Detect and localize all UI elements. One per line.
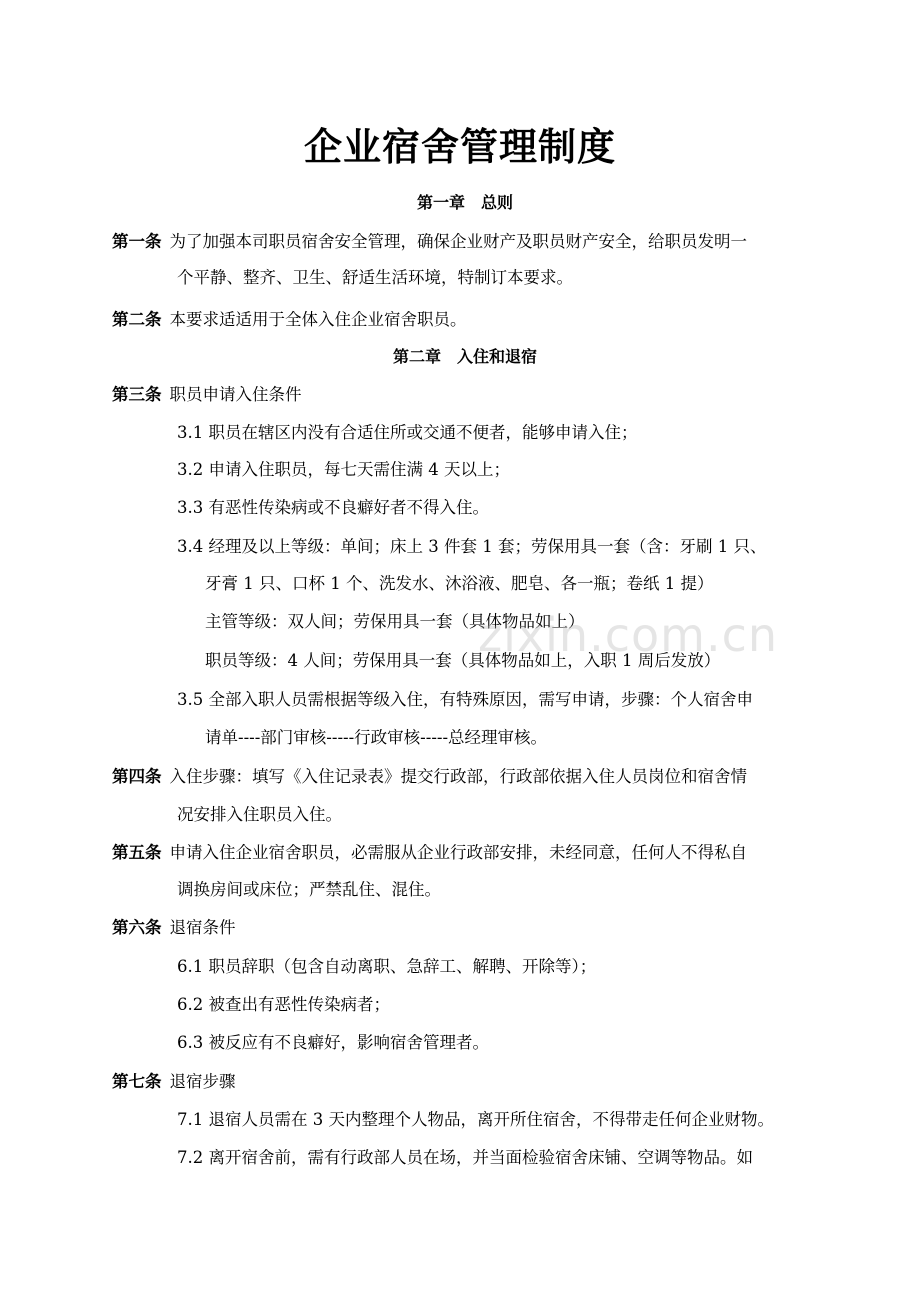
item-6-1: 6.1 职员辞职（包含自动离职、急辞工、解聘、开除等）； <box>177 957 597 976</box>
item-3-4-supervisor: 主管等级：双人间；劳保用具一套（具体物品如上） <box>205 612 585 631</box>
item-3-4-staff: 职员等级：4 人间；劳保用具一套（具体物品如上，入职 1 周后发放） <box>205 651 721 670</box>
article-label: 第二条 <box>112 310 162 329</box>
article-text: 退宿条件 <box>169 918 236 937</box>
article-label: 第五条 <box>112 843 162 862</box>
article-text: 退宿步骤 <box>169 1072 236 1091</box>
article-3 <box>112 384 302 406</box>
article-label: 第六条 <box>112 918 162 937</box>
article-5 <box>112 842 747 864</box>
article-label: 第三条 <box>112 385 162 404</box>
article-text: 为了加强本司职员宿舍安全管理，确保企业财产及职员财产安全，给职员发明一 <box>169 232 747 251</box>
article-label: 第一条 <box>112 232 162 251</box>
article-text: 本要求适适用于全体入住企业宿舍职员。 <box>169 310 467 329</box>
item-3-4: 3.4 经理及以上等级：单间；床上 3 件套 1 套；劳保用具一套（含：牙刷 1 只、 <box>177 537 767 556</box>
item-3-5-cont: 请单----部门审核-----行政审核-----总经理审核。 <box>205 728 548 747</box>
item-3-5: 3.5 全部入职人员需根据等级入住，有特殊原因，需写申请，步骤：个人宿舍申 <box>177 690 753 709</box>
article-text: 申请入住企业宿舍职员，必需服从企业行政部安排，未经同意，任何人不得私自 <box>169 843 747 862</box>
article-4-cont: 况安排入住职员入住。 <box>177 805 342 824</box>
item-6-2: 6.2 被查出有恶性传染病者； <box>177 995 390 1014</box>
document-title: 企业宿舍管理制度 <box>303 124 616 169</box>
item-3-4-cont: 牙膏 1 只、口杯 1 个、洗发水、沐浴液、肥皂、各一瓶；卷纸 1 提） <box>205 574 714 593</box>
item-7-1: 7.1 退宿人员需在 3 天内整理个人物品，离开所住宿舍，不得带走任何企业财物。 <box>177 1110 774 1129</box>
article-5-cont: 调换房间或床位；严禁乱住、混住。 <box>177 880 441 899</box>
item-6-3: 6.3 被反应有不良癖好，影响宿舍管理者。 <box>177 1033 489 1052</box>
article-1-cont: 个平静、整齐、卫生、舒适生活环境，特制订本要求。 <box>177 268 573 287</box>
chapter-2-heading: 第二章 入住和退宿 <box>392 347 537 366</box>
item-3-3: 3.3 有恶性传染病或不良癖好者不得入住。 <box>177 498 489 517</box>
article-6 <box>112 917 236 939</box>
item-3-2: 3.2 申请入住职员，每七天需住满 4 天以上； <box>177 460 510 479</box>
chapter-1-heading: 第一章 总则 <box>416 193 513 212</box>
article-7 <box>112 1071 236 1093</box>
article-2 <box>112 309 467 331</box>
article-4 <box>112 766 747 788</box>
watermark: zixin.com.cn <box>478 608 779 662</box>
article-text: 职员申请入住条件 <box>169 385 302 404</box>
article-label: 第四条 <box>112 767 162 786</box>
item-7-2: 7.2 离开宿舍前，需有行政部人员在场，并当面检验宿舍床铺、空调等物品。如 <box>177 1148 753 1167</box>
article-1 <box>112 231 747 253</box>
item-3-1: 3.1 职员在辖区内没有合适住所或交通不便者，能够申请入住； <box>177 423 638 442</box>
article-label: 第七条 <box>112 1072 162 1091</box>
article-text: 入住步骤：填写《入住记录表》提交行政部，行政部依据入住人员岗位和宿舍情 <box>169 767 747 786</box>
